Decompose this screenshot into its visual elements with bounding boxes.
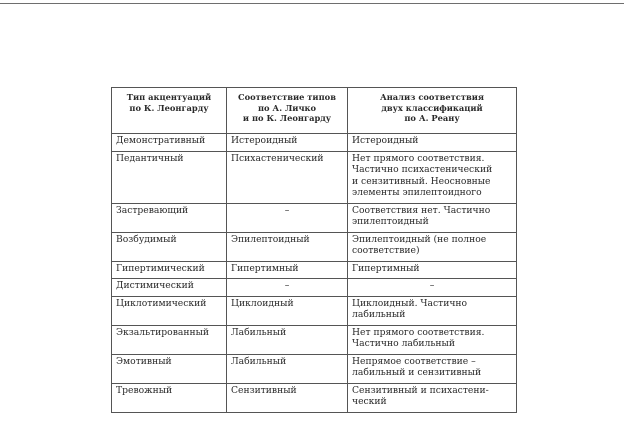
cell-rean-analysis: Эпилептоидный (не полное соответствие) [348,232,517,261]
cell-rean-analysis: Непрямое соответствие – лабильный и сензитивный [348,354,517,383]
cell-lichko-type: Лабильный [227,325,348,354]
cell-rean-analysis: – [348,279,517,297]
table-row [112,134,517,152]
cell-lichko-type: Циклоидный [227,296,348,325]
cell-rean-analysis: Нет прямого соответствия. Частично лабильный [348,325,517,354]
cell-rean-analysis: Циклоидный. Частично лабильный [348,296,517,325]
cell-lichko-type: Психастенический [227,151,348,203]
table-row [112,296,517,325]
table-row [112,203,517,232]
cell-lichko-type: Эпилептоидный [227,232,348,261]
table-row [112,232,517,261]
table-header-row [112,88,517,134]
cell-leonhard-type: Эмотивный [112,354,227,383]
cell-lichko-type: – [227,279,348,297]
cell-lichko-type: Истероидный [227,134,348,152]
table-row [112,383,517,412]
cell-leonhard-type: Дистимический [112,279,227,297]
cell-rean-analysis: Истероидный [348,134,517,152]
cell-leonhard-type: Застревающий [112,203,227,232]
header-lichko-correspondence: Соответствие типов по А. Личко и по К. Леонгарду [227,88,348,134]
cell-leonhard-type: Тревожный [112,383,227,412]
cell-rean-analysis: Сензитивный и психастени- ческий [348,383,517,412]
cell-lichko-type: Гипертимный [227,261,348,279]
header-rean-analysis: Анализ соответствия двух классификаций по А. Реану [348,88,517,134]
table-row [112,151,517,203]
cell-lichko-type: Лабильный [227,354,348,383]
table-row [112,261,517,279]
cell-lichko-type: Сензитивный [227,383,348,412]
cell-leonhard-type: Экзальтированный [112,325,227,354]
cell-leonhard-type: Циклотимический [112,296,227,325]
top-rule [0,3,624,4]
cell-leonhard-type: Возбудимый [112,232,227,261]
cell-leonhard-type: Гипертимический [112,261,227,279]
table-row [112,279,517,297]
header-leonhard-type: Тип акцентуаций по К. Леонгарду [112,88,227,134]
cell-rean-analysis: Гипертимный [348,261,517,279]
cell-leonhard-type: Педантичный [112,151,227,203]
accentuation-comparison-table [111,87,517,413]
cell-lichko-type: – [227,203,348,232]
table-row [112,325,517,354]
cell-leonhard-type: Демонстративный [112,134,227,152]
cell-rean-analysis: Соответствия нет. Частично эпилептоидный [348,203,517,232]
table-row [112,354,517,383]
cell-rean-analysis: Нет прямого соответствия. Частично психастенический и сензитивный. Неосновные элементы эпилептоидного [348,151,517,203]
